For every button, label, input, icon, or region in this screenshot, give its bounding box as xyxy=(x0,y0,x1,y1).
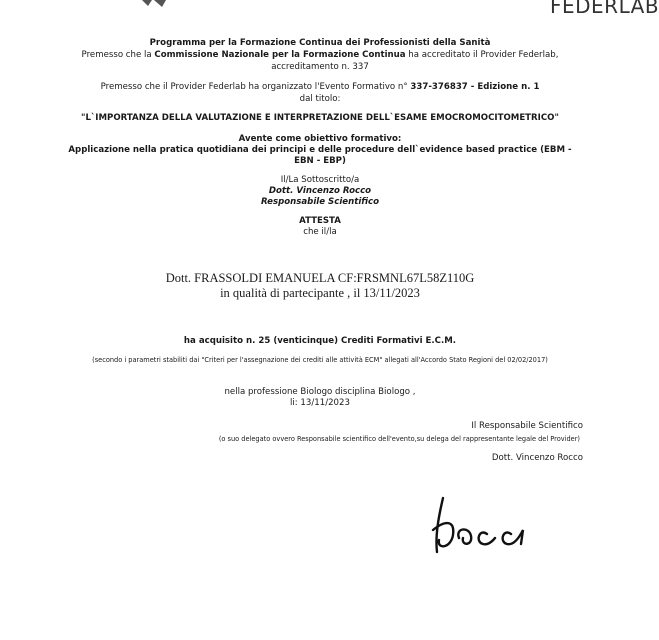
program-title: Programma per la Formazione Continua dei Professionisti della Sanità xyxy=(149,38,491,48)
signer-role: Responsabile Scientifico xyxy=(260,197,380,207)
profession-date: li: 13/11/2023 xyxy=(290,398,350,408)
profession-line: nella professione Biologo disciplina Biologo , xyxy=(224,387,416,397)
signer-intro: Il/La Sottoscritto/a xyxy=(280,175,360,185)
footer-responsible-note: (o suo delegato ovvero Responsabile scientifico dell'evento,su delega del rappresentante legale del Provider) xyxy=(218,435,580,443)
commission-name: Commissione Nazionale per la Formazione Continua xyxy=(154,50,406,60)
premise-event xyxy=(0,82,640,92)
footer-responsible-label: Il Responsabile Scientifico xyxy=(471,421,583,431)
objective-line-2: EBN - EBP) xyxy=(294,156,346,166)
federlab-logo: FEDERLAB xyxy=(550,0,659,18)
title-label: dal titolo: xyxy=(299,94,341,104)
handwritten-signature xyxy=(425,490,545,560)
participant-line: Dott. FRASSOLDI EMANUELA CF:FRSMNL67L58Z110G xyxy=(165,271,475,285)
participant-quality: in qualità di partecipante , il 13/11/2023 xyxy=(220,286,420,300)
premise-suffix: ha accreditato il Provider Federlab, xyxy=(405,50,559,60)
credits-note: (secondo i parametri stabiliti dai "Criteri per l'assegnazione dei crediti alle attività ECM" allegati all'Accordo Stato Regioni del 02/02/2017) xyxy=(92,356,548,364)
footer-responsible-name: Dott. Vincenzo Rocco xyxy=(491,453,583,463)
objective-line-1: Applicazione nella pratica quotidiana dei principi e delle procedure dell`evidence based practice (EBM - xyxy=(68,145,572,155)
premise-prefix: Premesso che la xyxy=(81,50,155,60)
premise-commission xyxy=(0,50,640,60)
partial-logo-mark xyxy=(130,0,170,8)
accreditation-number: accreditamento n. 337 xyxy=(271,62,369,72)
che-label: che il/la xyxy=(303,227,337,237)
event-code: 337-376837 - Edizione n. 1 xyxy=(410,82,540,92)
signer-name: Dott. Vincenzo Rocco xyxy=(268,186,372,196)
attesta-heading: ATTESTA xyxy=(299,216,341,226)
objective-label: Avente come obiettivo formativo: xyxy=(238,134,402,144)
premise-event-prefix: Premesso che il Provider Federlab ha organizzato l'Evento Formativo n° xyxy=(100,82,411,92)
credits-line: ha acquisito n. 25 (venticinque) Crediti Formativi E.C.M. xyxy=(183,336,457,346)
event-title: "L`IMPORTANZA DELLA VALUTAZIONE E INTERPRETAZIONE DELL`ESAME EMOCROMOCITOMETRICO" xyxy=(81,113,559,123)
